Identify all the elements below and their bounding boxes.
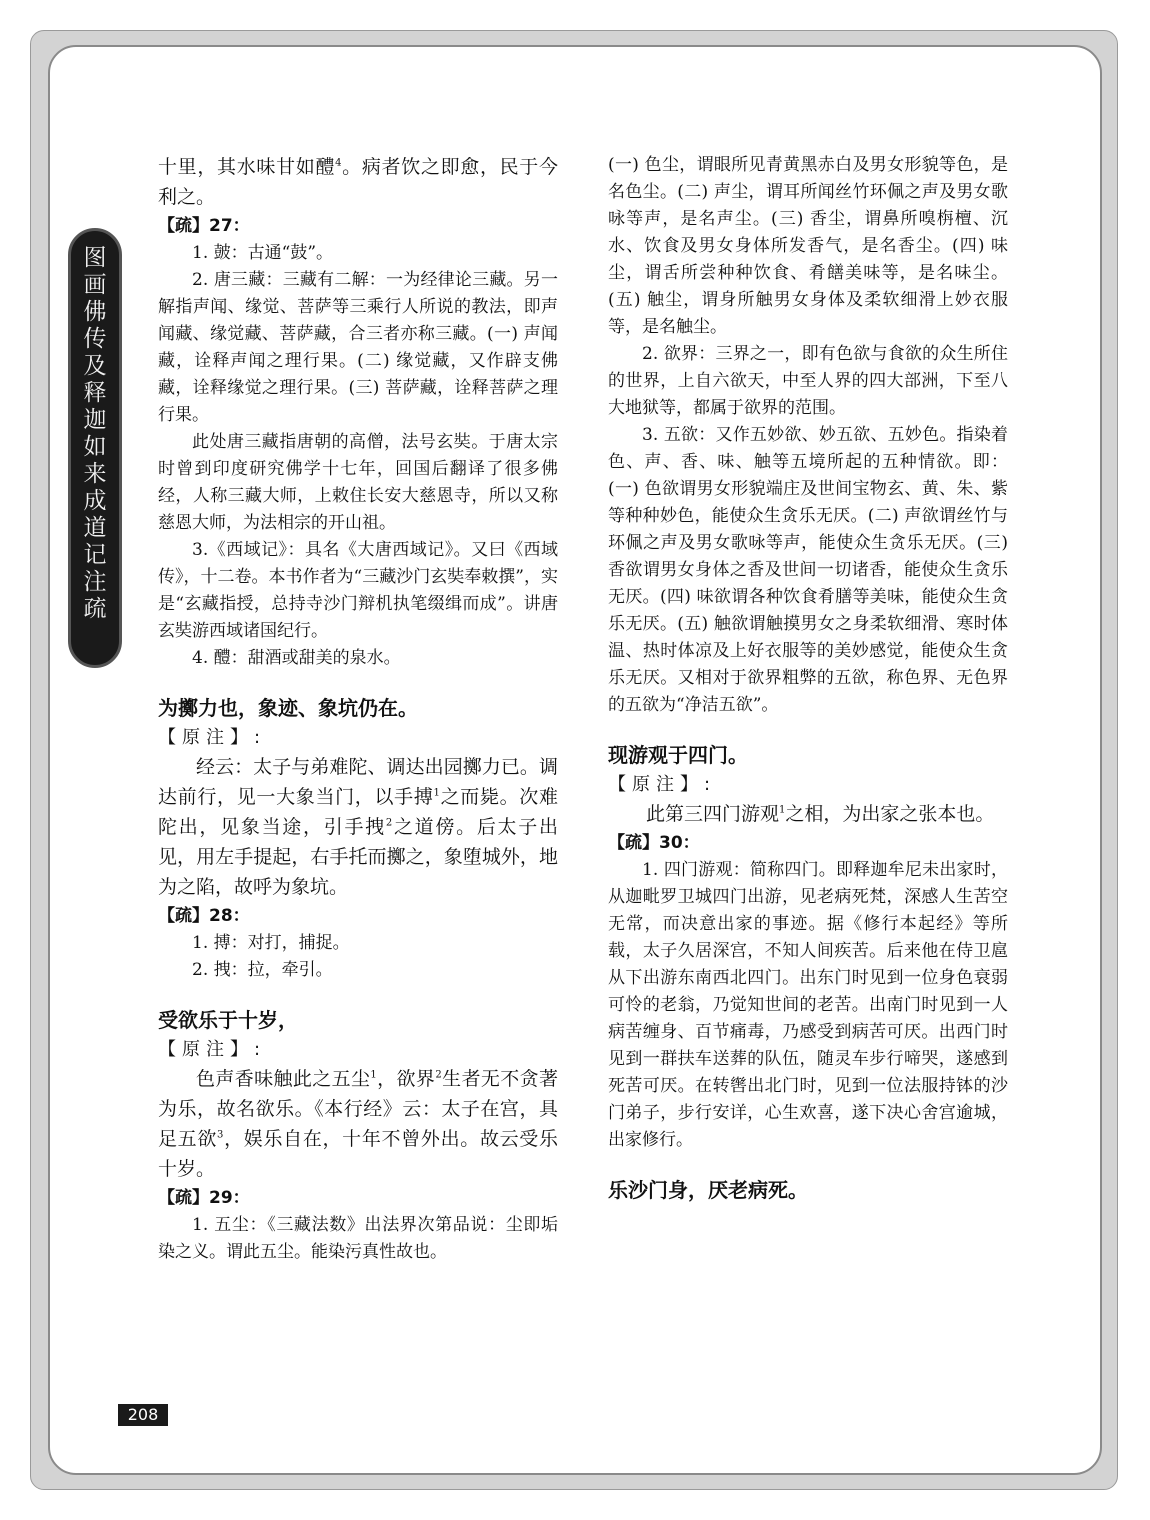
commentary-tag-28: 【疏】28： bbox=[158, 906, 250, 926]
book-title-spine bbox=[68, 228, 122, 668]
note-29-2: 2. 欲界：三界之一，即有色欲与食欲的众生所住的世界，上自六欲天，中至人界的四大部洲，下至八大地狱等，都属于欲界的范围。 bbox=[608, 344, 1008, 418]
note-29-1: 1. 五尘：《三藏法数》出法界次第品说：尘即垢染之义。谓此五尘。能染污真性故也。 bbox=[158, 1215, 558, 1262]
text-segment: 此第三四门游观 bbox=[646, 803, 780, 825]
note-27-2: 2. 唐三藏：三藏有二解：一为经律论三藏。另一解指声闻、缘觉、菩萨等三乘行人所说的教法，即声闻藏、缘觉藏、菩萨藏，合三者亦称三藏。(一) 声闻藏，诠释声闻之理行果。(二) 缘觉藏，又作辟支佛藏，诠释缘觉之理行果。(三) 菩萨藏，诠释菩萨之理行果。 bbox=[158, 270, 558, 425]
footnote-ref: 2 bbox=[385, 817, 393, 829]
footnote-ref: 1 bbox=[370, 1069, 377, 1081]
spine-title-char: 图 bbox=[83, 245, 107, 271]
text-segment: ，欲界 bbox=[376, 1068, 436, 1090]
footnote-ref: 2 bbox=[435, 1069, 442, 1081]
text-segment: 经云：太子与弟难陀、调达出园擲力已。调达前行，见一大象当门，以手搏 bbox=[158, 756, 558, 808]
spine-title-char: 及 bbox=[83, 353, 107, 379]
original-note-3 bbox=[158, 1064, 558, 1184]
spine-title-char: 道 bbox=[83, 515, 107, 541]
footnote-ref: 4 bbox=[335, 157, 342, 169]
note-28-1: 1. 搏：对打，捕捉。 bbox=[192, 933, 350, 953]
spine-title-char: 疏 bbox=[83, 596, 107, 622]
spine-title-char: 记 bbox=[83, 542, 107, 568]
text-segment: 十里，其水味甘如醴 bbox=[158, 156, 336, 178]
spine-title-char: 迦 bbox=[83, 407, 107, 433]
footnote-ref: 1 bbox=[433, 787, 440, 799]
spine-title-char: 注 bbox=[83, 569, 107, 595]
footnote-ref: 3 bbox=[217, 1129, 224, 1141]
left-column bbox=[158, 152, 558, 1266]
text-segment: 之而毙。次难陀出，见象当途，引手拽 bbox=[158, 786, 558, 838]
continued-paragraph bbox=[158, 152, 558, 212]
section-heading-5: 乐沙门身，厌老病死。 bbox=[608, 1178, 808, 1202]
note-27-3: 3.《西域记》：具名《大唐西域记》。又曰《西域传》，十二卷。本书作者为“三藏沙门玄奘奉敕撰”，实是“玄藏指授，总持寺沙门辩机执笔缀缉而成”。讲唐玄奘游西域诸国纪行。 bbox=[158, 540, 558, 641]
section-heading-3: 受欲乐于十岁， bbox=[158, 1008, 298, 1032]
note-27-1: 1. 皷：古通“鼓”。 bbox=[192, 243, 334, 263]
text-segment: 之相，为出家之张本也。 bbox=[785, 803, 995, 825]
note-30-1: 1. 四门游观：简称四门。即释迦牟尼未出家时，从迦毗罗卫城四门出游，见老病死梵，深感人生苦空无常，而决意出家的事迹。据《修行本起经》等所载，太子久居深宫，不知人间疾苦。后来他在侍卫扈从下出游东南西北四门。出东门时见到一位身色衰弱可怜的老翁，乃觉知世间的老苦。出南门时见到一人病苦缠身、百节痛毒，乃感受到病苦可厌。出西门时见到一群扶车送葬的队伍，随灵车步行啼哭，遂感到死苦可厌。在转辔出北门时，见到一位法服持钵的沙门弟子，步行安详，心生欢喜，遂下决心舍宫逾城，出家修行。 bbox=[608, 860, 1008, 1150]
commentary-tag-30: 【疏】30： bbox=[608, 833, 700, 853]
text-segment: ，娱乐自在，十年不曾外出。故云受乐十岁。 bbox=[158, 1128, 558, 1180]
section-heading-4: 现游观于四门。 bbox=[608, 743, 748, 767]
original-note-4 bbox=[608, 799, 1008, 829]
commentary-tag-27: 【疏】27： bbox=[158, 216, 250, 236]
page-number: 208 bbox=[118, 1404, 168, 1426]
commentary-tag-29: 【疏】29： bbox=[158, 1188, 250, 1208]
original-note-tag-4: 【原注】: bbox=[608, 774, 717, 795]
text-segment: 之道傍。后太子出见，用左手提起，右手托而擲之，象堕城外，地为之陷，故呼为象坑。 bbox=[158, 816, 558, 898]
spine-title-char: 佛 bbox=[83, 299, 107, 325]
text-segment: 。病者饮之即愈，民于今利之。 bbox=[158, 156, 558, 208]
original-note-2 bbox=[158, 752, 558, 902]
original-note-tag-3: 【原注】: bbox=[158, 1039, 267, 1060]
spine-title-char: 成 bbox=[83, 488, 107, 514]
note-27-4: 4. 醴：甜酒或甜美的泉水。 bbox=[192, 648, 401, 668]
right-column bbox=[608, 152, 1008, 1206]
spine-title-char: 画 bbox=[83, 272, 107, 298]
spine-title-char: 来 bbox=[83, 461, 107, 487]
note-27-2-cont: 此处唐三藏指唐朝的高僧，法号玄奘。于唐太宗时曾到印度研究佛学十七年，回国后翻译了很多佛经，人称三藏大师，上敕住长安大慈恩寺，所以又称慈恩大师，为法相宗的开山祖。 bbox=[158, 432, 558, 533]
text-segment: 色声香味触此之五尘 bbox=[196, 1068, 371, 1090]
footnote-ref: 1 bbox=[779, 804, 786, 816]
section-heading-2: 为擲力也，象迹、象坑仍在。 bbox=[158, 696, 418, 720]
note-28-2: 2. 拽：拉，牵引。 bbox=[192, 960, 333, 980]
spine-title-char: 释 bbox=[83, 380, 107, 406]
text-segment: 生者无不贪著为乐，故名欲乐。《本行经》云：太子在宫，具足五欲 bbox=[158, 1068, 558, 1150]
spine-title-char: 如 bbox=[83, 434, 107, 460]
note-29-3: 3. 五欲：又作五妙欲、妙五欲、五妙色。指染着色、声、香、味、触等五境所起的五种情欲。即：(一) 色欲谓男女形貌端庄及世间宝物玄、黄、朱、紫等种种妙色，能使众生贪乐无厌。(二) 声欲谓丝竹与环佩之声及男女歌咏等声，能使众生贪乐无厌。(三) 香欲谓男女身体之香及世间一切诸香，能使众生贪乐无厌。(四) 味欲谓各种饮食肴膳等美味，能使众生贪乐无厌。(五) 触欲谓触摸男女之身柔软细滑、寒时体温、热时体凉及上好衣服等的美妙感觉，能使众生贪乐无厌。又相对于欲界粗弊的五欲，称色界、无色界的五欲为“净洁五欲”。 bbox=[608, 425, 1008, 715]
original-note-tag-2: 【原注】: bbox=[158, 727, 267, 748]
spine-title-char: 传 bbox=[83, 326, 107, 352]
note-29-1-cont: (一) 色尘，谓眼所见青黄黑赤白及男女形貌等色，是名色尘。(二) 声尘，谓耳所闻丝竹环佩之声及男女歌咏等声，是名声尘。(三) 香尘，谓鼻所嗅栴檀、沉水、饮食及男女身体所发香气，是名香尘。(四) 味尘，谓舌所尝种种饮食、肴饍美味等，是名味尘。(五) 触尘，谓身所触男女身体及柔软细滑上妙衣服等，是名触尘。 bbox=[608, 155, 1008, 337]
